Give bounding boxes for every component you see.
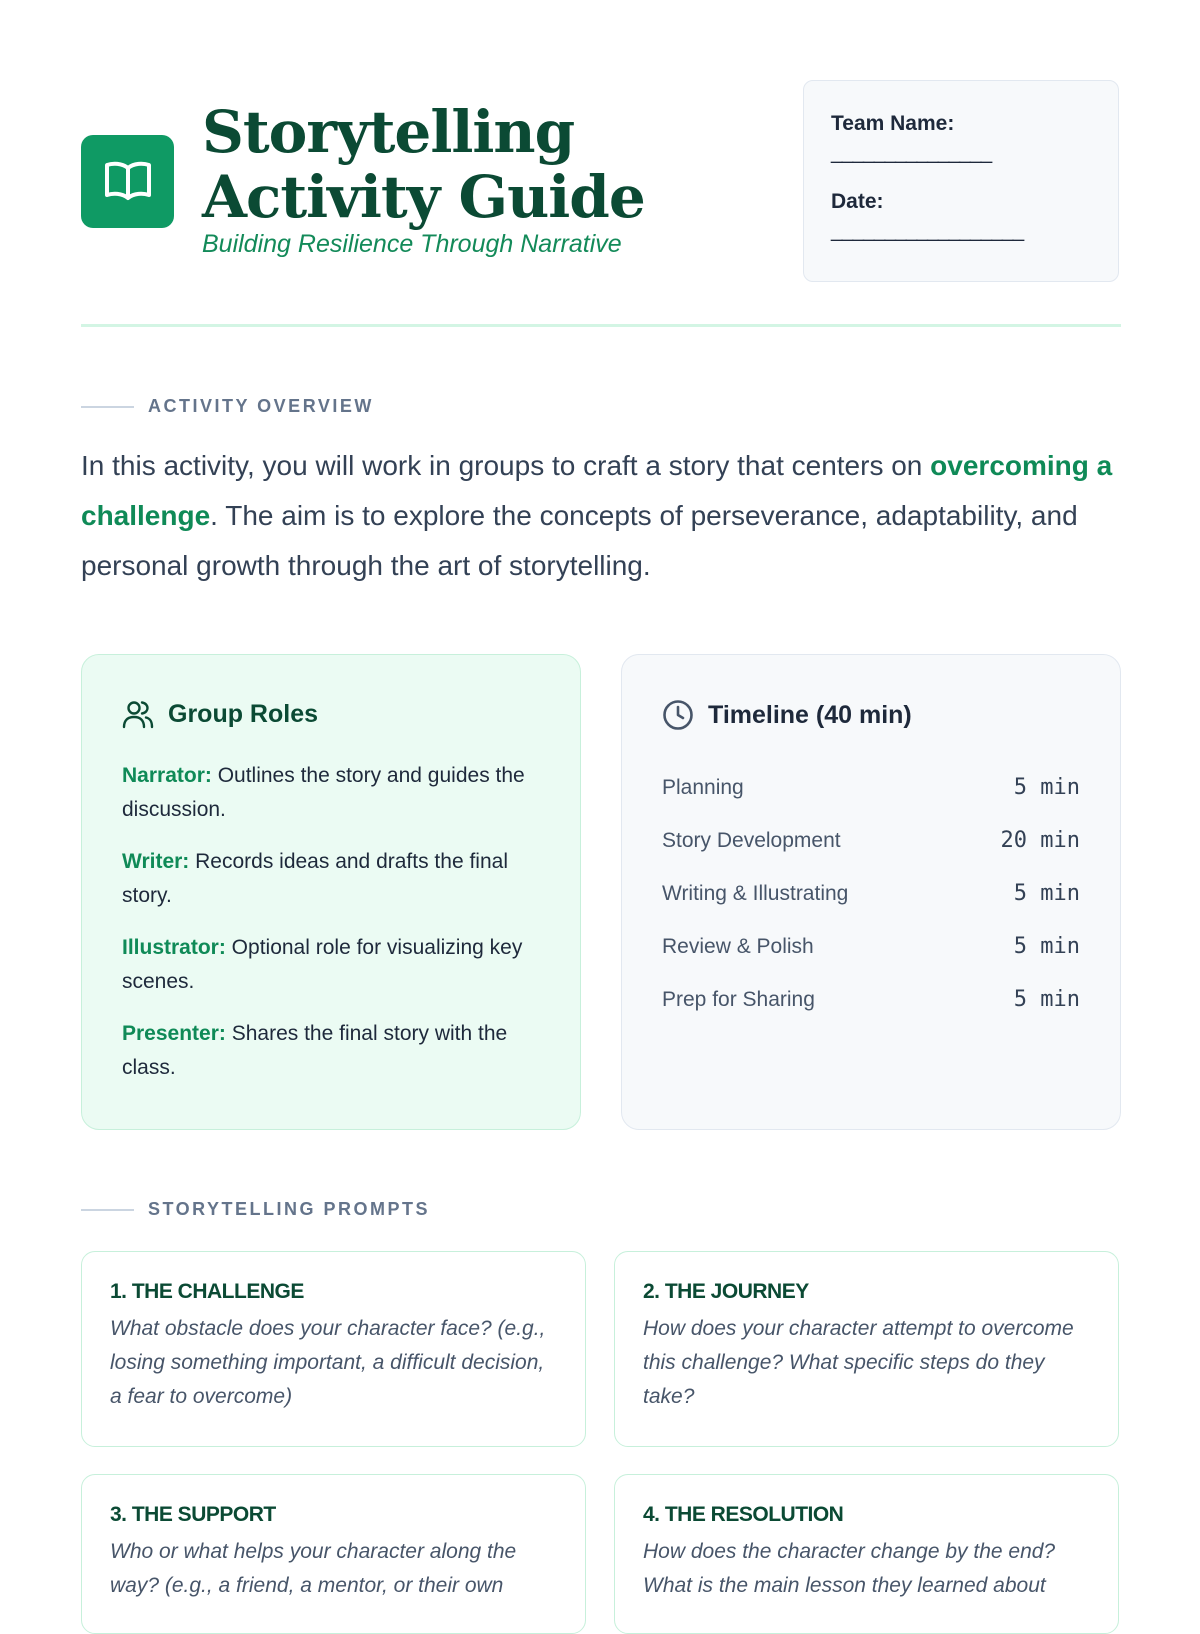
header <box>81 80 1121 284</box>
page-subtitle: Building Resilience Through Narrative <box>202 230 622 258</box>
section-label: STORYTELLING PROMPTS <box>148 1199 431 1219</box>
overview-section-header <box>81 396 374 417</box>
timeline-row <box>662 814 1080 867</box>
timeline-card <box>621 654 1121 1130</box>
timeline-step: Review & Polish <box>662 934 814 958</box>
prompt-text: What obstacle does your character face? (e.g., losing something important, a difficult decision, a fear to overcome) <box>110 1317 546 1408</box>
group-roles-card <box>81 654 581 1130</box>
role-name: Writer: <box>122 850 190 873</box>
prompts-section-header <box>81 1199 430 1220</box>
role-description: Shares the final story with the class. <box>122 1022 508 1079</box>
team-info-box <box>803 80 1119 282</box>
timeline-step: Story Development <box>662 828 841 852</box>
timeline-step: Prep for Sharing <box>662 987 815 1011</box>
timeline-duration: 5 min <box>1013 881 1080 906</box>
prompt-heading: 1. THE CHALLENGE <box>110 1280 304 1303</box>
prompt-card-journey <box>614 1251 1119 1447</box>
overview-text-start: In this activity, you will work in groups to craft a story that centers on <box>81 450 931 481</box>
overview-highlight: overcoming a challenge <box>81 450 1113 531</box>
group-roles-title-text: Group Roles <box>168 699 319 728</box>
overview-text-end: . The aim is to explore the concepts of perseverance, adaptability, and personal growth through the art of storytelling. <box>81 500 1078 581</box>
timeline-row <box>662 920 1080 973</box>
timeline-duration: 5 min <box>1013 987 1080 1012</box>
users-icon <box>122 699 154 729</box>
timeline-duration: 5 min <box>1013 775 1080 800</box>
timeline-step: Writing & Illustrating <box>662 881 849 905</box>
role-item <box>122 845 540 913</box>
section-rule <box>81 1209 134 1211</box>
prompt-card-resolution <box>614 1474 1119 1634</box>
open-book-icon <box>103 159 153 205</box>
timeline-title-text: Timeline (40 min) <box>708 700 912 729</box>
overview-paragraph <box>81 441 1121 591</box>
date-field[interactable]: __________________ <box>831 219 1024 242</box>
timeline-row <box>662 761 1080 814</box>
team-name-field[interactable]: _______________ <box>831 141 992 164</box>
timeline-row <box>662 973 1080 1026</box>
prompt-card-support <box>81 1474 586 1634</box>
prompt-text: How does your character attempt to overcome this challenge? What specific steps do they take? <box>643 1317 1074 1408</box>
section-label: ACTIVITY OVERVIEW <box>148 396 374 416</box>
logo <box>81 135 174 228</box>
section-rule <box>81 406 134 408</box>
timeline-title <box>662 699 1080 731</box>
prompt-card-challenge <box>81 1251 586 1447</box>
prompt-text: Who or what helps your character along the way? (e.g., a friend, a mentor, or their own <box>110 1540 517 1597</box>
role-item <box>122 931 540 999</box>
prompt-heading: 2. THE JOURNEY <box>643 1280 809 1303</box>
role-description: Outlines the story and guides the discussion. <box>122 764 525 821</box>
timeline-step: Planning <box>662 775 744 799</box>
page-title: Storytelling Activity Guide <box>202 98 645 231</box>
prompt-text: How does the character change by the end? What is the main lesson they learned about <box>643 1540 1056 1597</box>
timeline-row <box>662 867 1080 920</box>
group-roles-title <box>122 699 540 729</box>
role-description: Optional role for visualizing key scenes. <box>122 936 523 993</box>
role-item <box>122 759 540 827</box>
timeline-duration: 20 min <box>1000 828 1080 853</box>
role-description: Records ideas and drafts the final story. <box>122 850 508 907</box>
prompt-heading: 4. THE RESOLUTION <box>643 1503 844 1526</box>
clock-icon <box>662 699 694 731</box>
team-name-label: Team Name: <box>831 112 955 135</box>
timeline-duration: 5 min <box>1013 934 1080 959</box>
date-label: Date: <box>831 190 884 213</box>
role-name: Narrator: <box>122 764 212 787</box>
role-item <box>122 1017 540 1085</box>
header-divider <box>81 324 1121 327</box>
prompt-heading: 3. THE SUPPORT <box>110 1503 276 1526</box>
role-name: Presenter: <box>122 1022 226 1045</box>
role-name: Illustrator: <box>122 936 226 959</box>
